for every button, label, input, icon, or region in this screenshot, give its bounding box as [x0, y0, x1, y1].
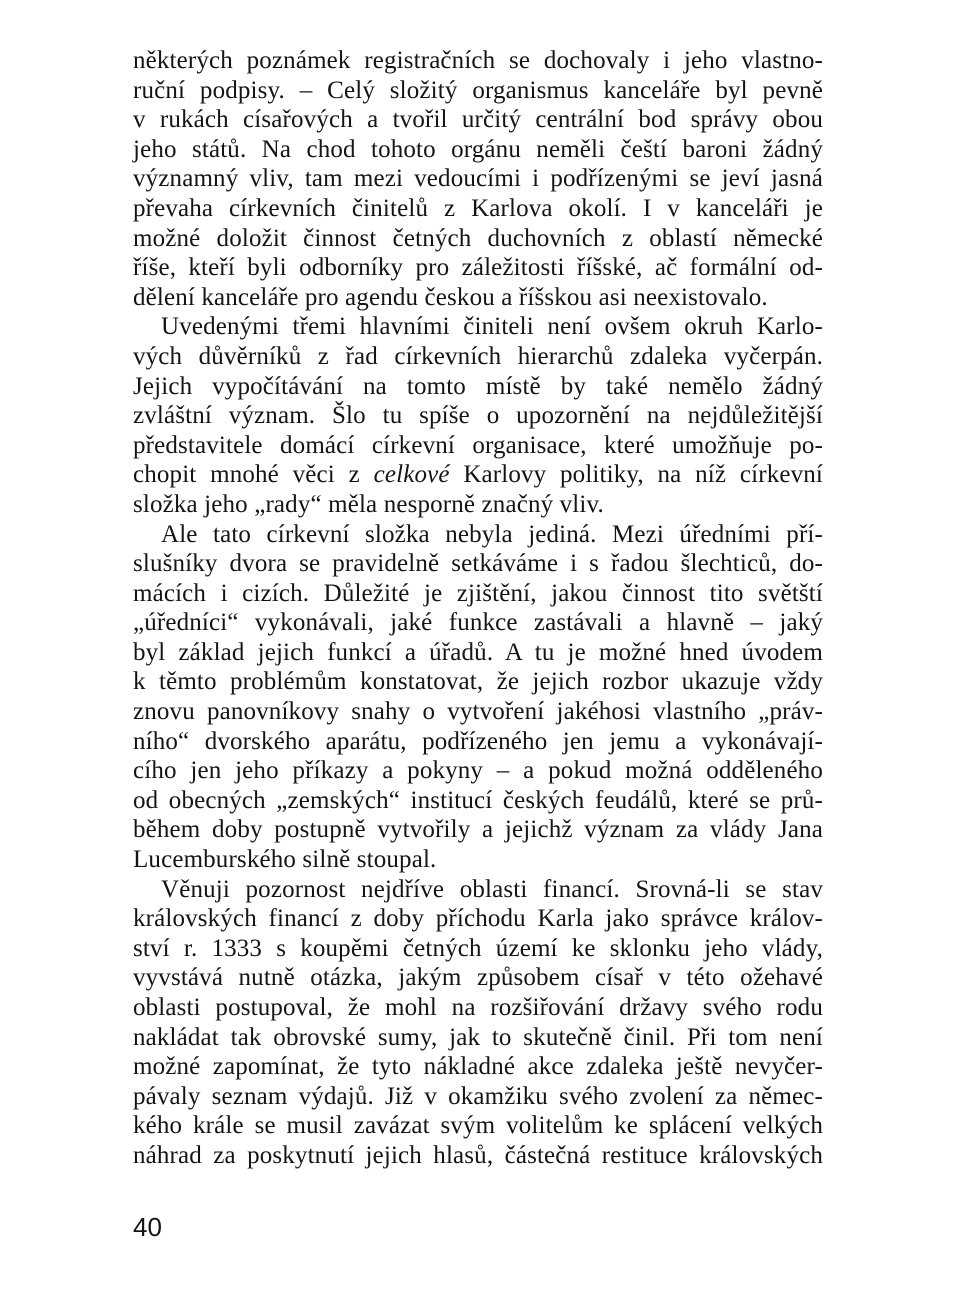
text-line: byl základ jejich funkcí a úřadů. A tu je možné hned úvodem — [133, 638, 823, 666]
text-line: Věnuji pozornost nejdříve oblasti financí. Srovná-li se stav — [161, 875, 823, 903]
text-line: slušníky dvora se pravidelně setkáváme i s řadou šlechticů, do- — [133, 550, 823, 578]
text-line: v rukách císařových a tvořil určitý centrální bod správy obou — [133, 106, 823, 134]
text-line: k těmto problémům konstatovat, že jejich rozbor ukazuje vždy — [133, 668, 823, 696]
text-line: významný vliv, tam mezi vedoucími i podřízenými se jeví jasná — [133, 165, 823, 193]
text-line: „úředníci“ vykonávali, jaké funkce zastávali a hlavně – jaký — [133, 609, 823, 637]
text-line: kého krále se musil zavázat svým volitelům ke splácení velkých — [133, 1112, 823, 1140]
page-number: 40 — [133, 1212, 162, 1242]
text-line: Ale tato církevní složka nebyla jediná. Mezi úředními pří- — [161, 520, 823, 548]
text-line: oblasti postupoval, že mohl na rozšiřování državy svého rodu — [133, 994, 823, 1021]
text-line: pávaly seznam výdajů. Již v okamžiku svého zvolení za němec- — [133, 1082, 823, 1110]
paragraph — [133, 875, 823, 1171]
text-line: dělení kanceláře pro agendu českou a říšskou asi neexistovalo. — [133, 283, 768, 311]
text-line: vyvstává nutně otázka, jakým způsobem císař v této ožehavé — [133, 964, 823, 992]
text-line: nakládat tak obrovské sumy, jak to skutečně činil. Při tom není — [133, 1023, 823, 1051]
paragraph — [133, 520, 823, 875]
text-line: možné doložit činnost četných duchovních z oblastí německé — [133, 224, 823, 252]
body-text — [133, 46, 823, 1171]
text-line: zvláštní význam. Šlo tu spíše o upozornění na nejdůležitější — [133, 402, 823, 430]
text-line: ství r. 1333 s koupěmi četných území ke sklonku jeho vlády, — [133, 934, 823, 962]
emphasis: celkové — [373, 461, 450, 489]
text-line: ruční podpisy. – Celý složitý organismus kanceláře byl pevně — [133, 76, 823, 104]
text-line: během doby postupně vytvořily a jejichž význam za vlády Jana — [133, 816, 823, 844]
text-line: mácích i cizích. Důležité je zjištění, jakou činnost tito světští — [133, 579, 823, 607]
paragraph — [133, 46, 823, 312]
text-line: chopit mnohé věci z celkové Karlovy politiky, na níž církevní — [133, 461, 823, 489]
text-line: od obecných „zemských“ institucí českých feudálů, které se prů- — [133, 786, 823, 814]
text-line: královských financí z doby příchodu Karla jako správce králov- — [133, 905, 823, 933]
text-line: Lucemburského silně stoupal. — [133, 846, 437, 874]
text-line: znovu panovníkovy snahy o vytvoření jakéhosi vlastního „práv- — [133, 698, 823, 726]
text-line: představitele domácí církevní organisace, které umožňuje po- — [133, 431, 823, 459]
text-line: Jejich vypočítávání na tomto místě by také nemělo žádný — [133, 372, 823, 400]
paragraph — [133, 312, 823, 519]
text-line: cího jen jeho příkazy a pokyny – a pokud možná odděleného — [133, 757, 823, 785]
text-line: náhrad za poskytnutí jejich hlasů, částečná restituce královských — [133, 1141, 823, 1169]
text-line: možné zapomínat, že tyto nákladné akce zdaleka ještě nevyčer- — [133, 1053, 823, 1081]
text-line: říše, kteří byli odborníky pro záležitosti říšské, ač formální od- — [133, 254, 823, 282]
text-line: převaha církevních činitelů z Karlova okolí. I v kanceláři je — [133, 194, 823, 222]
text-line: některých poznámek registračních se dochovaly i jeho vlastno- — [133, 47, 823, 74]
text-line: vých důvěrníků z řad církevních hierarchů zdaleka vyčerpán. — [133, 342, 823, 370]
text-line: složka jeho „rady“ měla nesporně značný vliv. — [133, 490, 604, 518]
text-line: jeho států. Na chod tohoto orgánu neměli čeští baroni žádný — [133, 135, 823, 163]
text-line: ního“ dvorského aparátu, podřízeného jen jemu a vykonávají- — [133, 727, 823, 755]
text-line: Uvedenými třemi hlavními činiteli není ovšem okruh Karlo- — [161, 313, 823, 341]
